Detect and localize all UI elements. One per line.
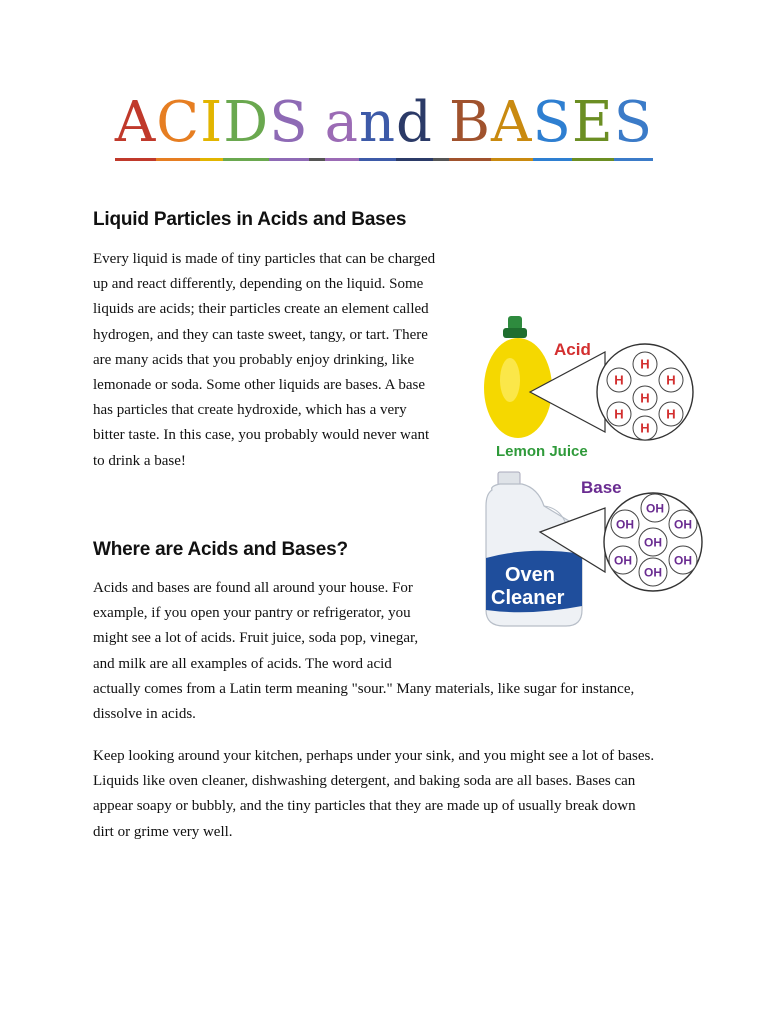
paragraph-line: dissolve in acids. (93, 706, 196, 723)
particle-label: H (640, 356, 650, 372)
lemon-icon (484, 316, 552, 438)
particle-label: H (614, 372, 624, 388)
paragraph-line: and milk are all examples of acids. The word acid (93, 655, 392, 672)
oven-label: Oven (505, 564, 556, 586)
paragraph-line: Acids and bases are found all around your house. For (93, 580, 413, 596)
particle-label: OH (644, 565, 662, 580)
lemon-juice-label: Lemon Juice (496, 443, 588, 460)
title-letter: A (491, 88, 532, 161)
particle-label: OH (616, 517, 634, 532)
particle-label: H (666, 406, 676, 422)
title-letter: E (572, 88, 614, 161)
acid-label: Acid (554, 340, 591, 359)
paragraph-line: Liquids like oven cleaner, dishwashing detergent, and baking soda are all bases. Bases can (93, 773, 636, 790)
paragraph-line: might see a lot of acids. Fruit juice, soda pop, vinegar, (93, 630, 419, 647)
particle-label: OH (644, 535, 662, 550)
title-letter (309, 88, 325, 161)
title-letter: a (325, 88, 359, 161)
acid-base-illustration (470, 310, 720, 635)
base-label: Base (581, 478, 622, 497)
paragraph-line: example, if you open your pantry or refrigerator, you (93, 605, 411, 622)
title-letter: C (156, 88, 200, 161)
particle-label: H (666, 372, 676, 388)
paragraph-line: liquids are acids; their particles create an element called (93, 301, 429, 318)
paragraph-line: dirt or grime very well. (93, 823, 233, 840)
particle-label: OH (614, 553, 632, 568)
paragraph-line: appear soapy or bubbly, and the tiny particles that they are made up of usually break down (93, 798, 636, 815)
paragraph-line: Keep looking around your kitchen, perhaps under your sink, and you might see a lot of bases. (93, 748, 655, 764)
paragraph-liquid-particles (93, 247, 435, 474)
title-letter: B (449, 88, 491, 161)
title-letter: d (396, 88, 433, 161)
paragraph-where-are-2 (93, 744, 654, 845)
section-heading-where-are: Where are Acids and Bases? (93, 539, 348, 560)
title-letter: S (269, 88, 308, 161)
cleaner-label: Cleaner (491, 587, 565, 609)
particle-label: H (640, 390, 650, 406)
title-letter: A (115, 88, 156, 161)
paragraph-line: lemonade or soda. Some other liquids are bases. A base (93, 377, 426, 394)
title-letter: n (359, 88, 396, 161)
title-letter: S (614, 88, 653, 161)
paragraph-line: hydrogen, and they can taste sweet, tangy, or tart. There (93, 326, 428, 343)
paragraph-line: are many acids that you probably enjoy drinking, like (93, 351, 415, 368)
particle-label: OH (674, 517, 692, 532)
title-letter (433, 88, 449, 161)
title-letter: S (533, 88, 572, 161)
paragraph-line: actually comes from a Latin term meaning "sour." Many materials, like sugar for instance, (93, 680, 635, 697)
title-letter: D (223, 88, 269, 161)
page-title (0, 88, 768, 161)
section-heading-liquid-particles: Liquid Particles in Acids and Bases (93, 209, 407, 230)
paragraph-line: up and react differently, depending on the liquid. Some (93, 276, 424, 293)
title-letter: I (200, 88, 223, 161)
paragraph-line: has particles that create hydroxide, which has a very (93, 402, 407, 419)
particle-label: OH (674, 553, 692, 568)
paragraph-line: bitter taste. In this case, you probably would never want (93, 427, 430, 444)
particle-label: H (614, 406, 624, 422)
particle-label: OH (646, 501, 664, 516)
particle-label: H (640, 420, 650, 436)
paragraph-line: Every liquid is made of tiny particles that can be charged (93, 251, 436, 267)
paragraph-line: to drink a base! (93, 452, 186, 469)
